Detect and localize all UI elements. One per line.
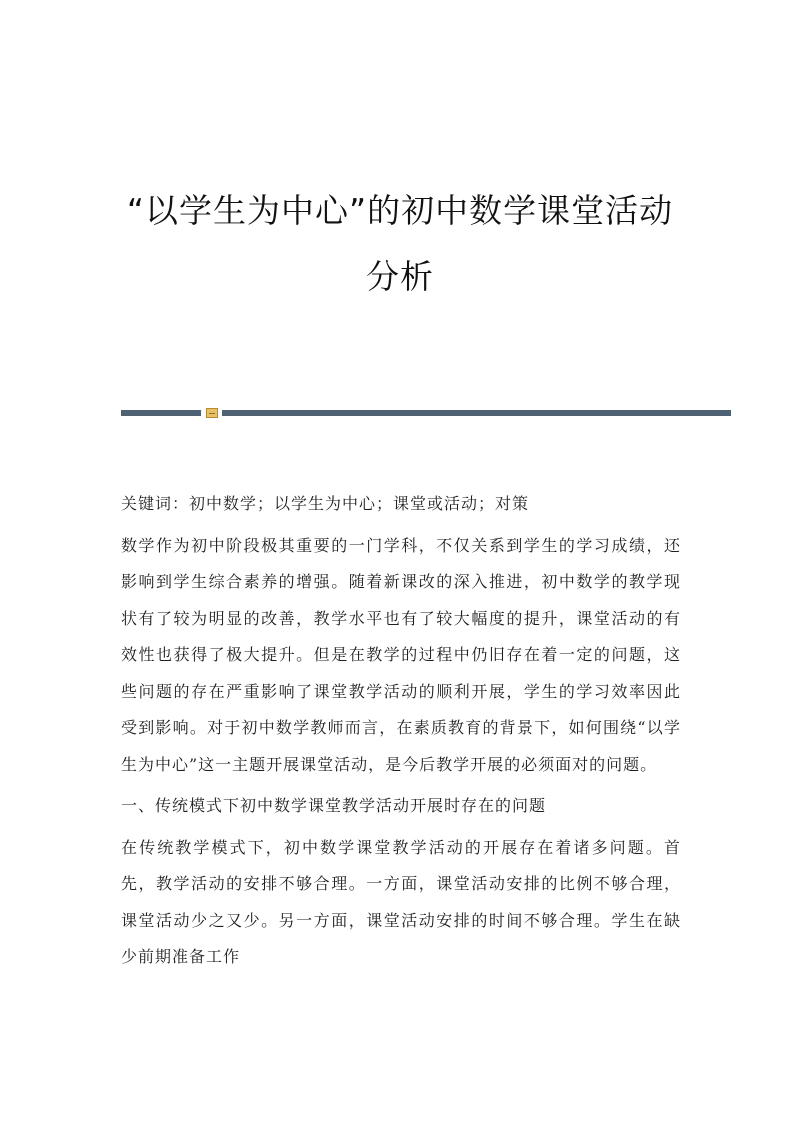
divider-bar-right [222, 410, 731, 416]
section-heading-1: 一、传统模式下初中数学课堂教学活动开展时存在的问题 [121, 796, 547, 815]
document-title [0, 178, 800, 310]
divider-ornament-icon [206, 408, 218, 418]
document-body [121, 486, 681, 976]
title-line-1: “以学生为中心”的初中数学课堂活动 [126, 191, 674, 230]
body-paragraph-intro: 数学作为初中阶段极其重要的一门学科，不仅关系到学生的学习成绩，还影响到学生综合素养的增强。随着新课改的深入推进，初中数学的教学现状有了较为明显的改善，教学水平也有了较大幅度的提升，课堂活动的有效性也获得了极大提升。但是在教学的过程中仍旧存在着一定的问题，这些问题的存在严重影响了课堂教学活动的顺利开展，学生的学习效率因此受到影响。对于初中数学教师而言，在素质教育的背景下，如何围绕“以学生为中心”这一主题开展课堂活动，是今后教学开展的必须面对的问题。 [121, 535, 681, 774]
keywords-line: 关键词：初中数学；以学生为中心；课堂或活动；对策 [121, 494, 530, 513]
title-line-2: 分析 [366, 257, 434, 296]
body-paragraph-section-1: 在传统教学模式下，初中数学课堂教学活动的开展存在着诸多问题。首先，教学活动的安排不够合理。一方面，课堂活动安排的比例不够合理，课堂活动少之又少。另一方面，课堂活动安排的时间不够合理。学生在缺少前期准备工作 [121, 837, 681, 966]
divider-bar-left [121, 410, 201, 416]
title-divider [121, 408, 731, 418]
